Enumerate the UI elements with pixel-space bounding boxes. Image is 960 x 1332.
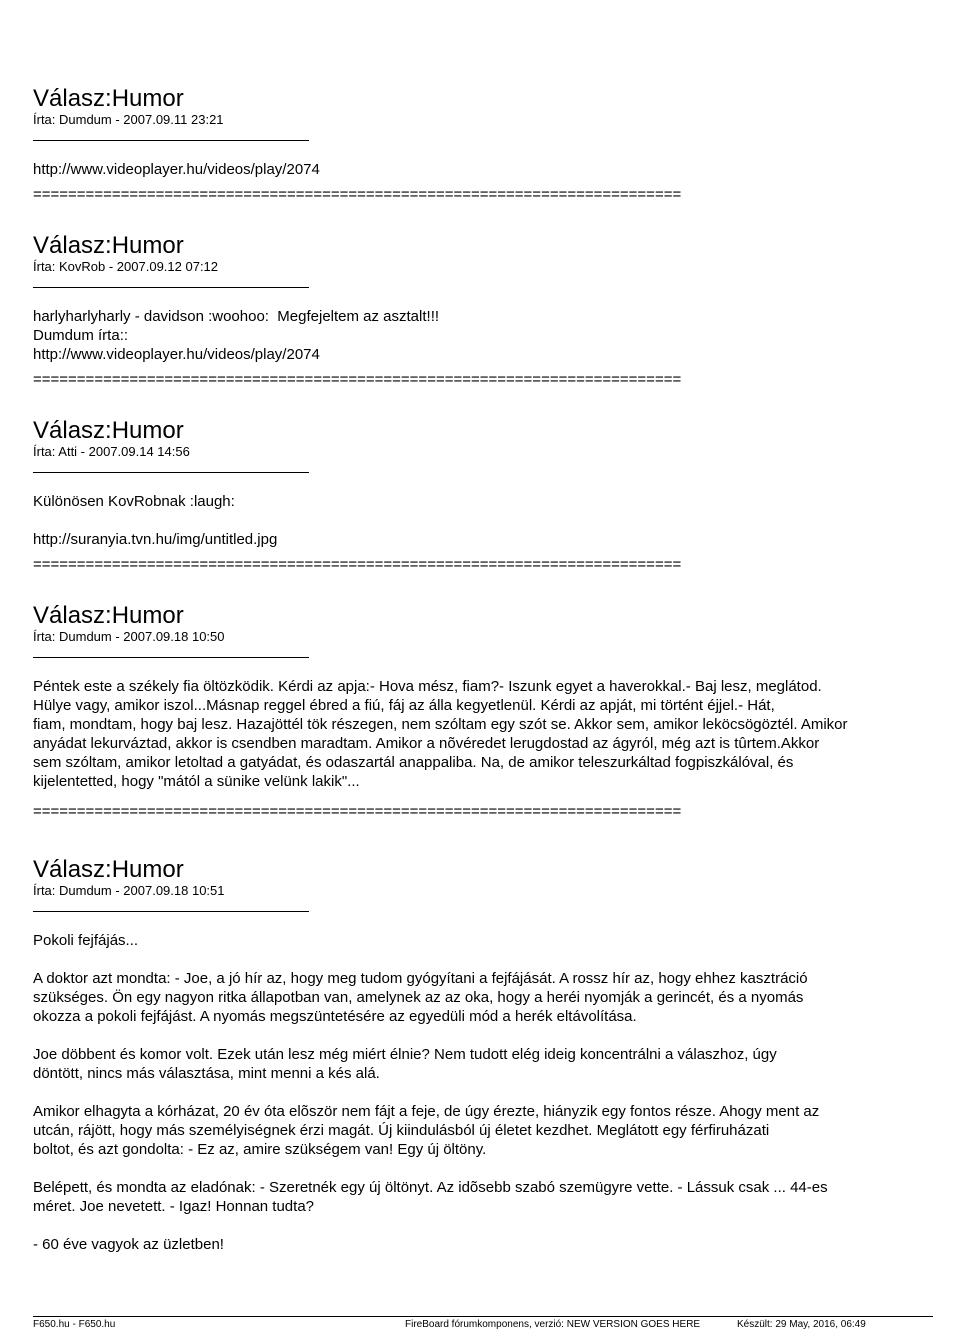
post-paragraph: Péntek este a székely fia öltözködik. Kérdi az apja:- Hova mész, fiam?- Iszunk egyet a haverokkal.- Baj lesz, meglátod. Hülye vagy, amikor iszol...Másnap reggel ébred a fiú, fáj az álla kegyetlenül. Kérdi az apját, mi történt éjjel.- Hát, fiam, mondtam, hogy baj lesz. Hazajöttél tök részegen, nem szóltam egy szót se. Akkor sem, amikor leköcsögöztél. Amikor anyádat lekurváztad, akkor is csendben maradtam. Amikor a nõvéredet lerugdostad az ágyról, még azt is tûrtem.Akkor sem szóltam, amikor letoltad a gatyádat, és odaszartál anappaliba. Na, de amikor teleszurkáltad fogpiszkálóval, és kijelentetted, hogy "mától a sünike velünk lakik"... [33,678,848,790]
post-title: Válasz:Humor [33,232,184,259]
post-paragraph: Joe döbbent és komor volt. Ezek után lesz még miért élnie? Nem tudott elég ideig koncentrálni a válaszhoz, úgy döntött, nincs más választása, mint menni a kés alá. [33,1046,777,1082]
post-separator: ========================================================================== [33,803,682,820]
post-body [33,931,933,1254]
post-meta: Írta: Dumdum - 2007.09.18 10:50 [33,629,225,644]
post-separator: ========================================================================== [33,186,682,203]
post-meta: Írta: Atti - 2007.09.14 14:56 [33,444,190,459]
post-paragraph: harlyharlyharly - davidson :woohoo: Megfejeltem az asztalt!!! Dumdum írta:: http://www.videoplayer.hu/videos/play/2074 [33,308,440,363]
post-title: Válasz:Humor [33,417,184,444]
post-paragraph: A doktor azt mondta: - Joe, a jó hír az, hogy meg tudom gyógyítani a fejfájását. A rossz hír az, hogy ehhez kasztráció szükséges. Ön egy nagyon ritka állapotban van, amelynek az az oka, hogy a heréi nyomják a gerincét, és a nyomás okozza a pokoli fejfájást. A nyomás megszüntetésére az egyedüli mód a herék eltávolítása. [33,970,808,1025]
post-paragraph: http://www.videoplayer.hu/videos/play/2074 [33,161,320,178]
post-paragraph: Különösen KovRobnak :laugh: [33,493,235,510]
post-link[interactable]: http://suranyia.tvn.hu/img/untitled.jpg [33,531,278,548]
forum-post [33,86,933,179]
post-title: Válasz:Humor [33,602,184,629]
footer-generated: Készült: 29 May, 2016, 06:49 [737,1319,866,1330]
post-paragraph: Pokoli fejfájás... [33,932,139,949]
post-paragraph: - 60 éve vagyok az üzletben! [33,1236,224,1253]
post-body [33,677,933,791]
footer-component: FireBoard fórumkomponens, verzió: NEW VERSION GOES HERE [405,1319,701,1330]
footer-site: F650.hu - F650.hu [33,1319,116,1330]
post-title: Válasz:Humor [33,85,184,112]
post-paragraph: Belépett, és mondta az eladónak: - Szeretnék egy új öltönyt. Az idõsebb szabó szemügyre vette. - Lássuk csak ... 44-es méret. Joe nevetett. - Igaz! Honnan tudta? [33,1179,828,1215]
page-footer [33,1316,933,1329]
post-paragraph: Amikor elhagyta a kórházat, 20 év óta elõször nem fájt a feje, de úgy érezte, hiányzik egy fontos része. Ahogy ment az utcán, rájött, hogy más személyiségnek érzi magát. Új kiindulásból új életet kezdhet. Meglátott egy férfiruházati boltot, és azt gondolta: - Ez az, amire szükségem van! Egy új öltöny. [33,1103,820,1158]
post-divider [33,287,309,288]
post-meta: Írta: Dumdum - 2007.09.11 23:21 [33,112,224,127]
post-body [33,160,933,179]
forum-post [33,857,933,1254]
post-meta: Írta: Dumdum - 2007.09.18 10:51 [33,883,225,898]
post-divider [33,911,309,912]
forum-post [33,418,933,549]
post-body [33,307,933,364]
post-divider [33,472,309,473]
post-title: Válasz:Humor [33,856,184,883]
forum-thread [33,86,933,1254]
post-divider [33,140,309,141]
forum-post [33,603,933,791]
post-separator: ========================================================================== [33,556,682,573]
post-meta: Írta: KovRob - 2007.09.12 07:12 [33,259,219,274]
forum-post [33,233,933,364]
post-separator: ========================================================================== [33,371,682,388]
post-body [33,492,933,549]
post-divider [33,657,309,658]
